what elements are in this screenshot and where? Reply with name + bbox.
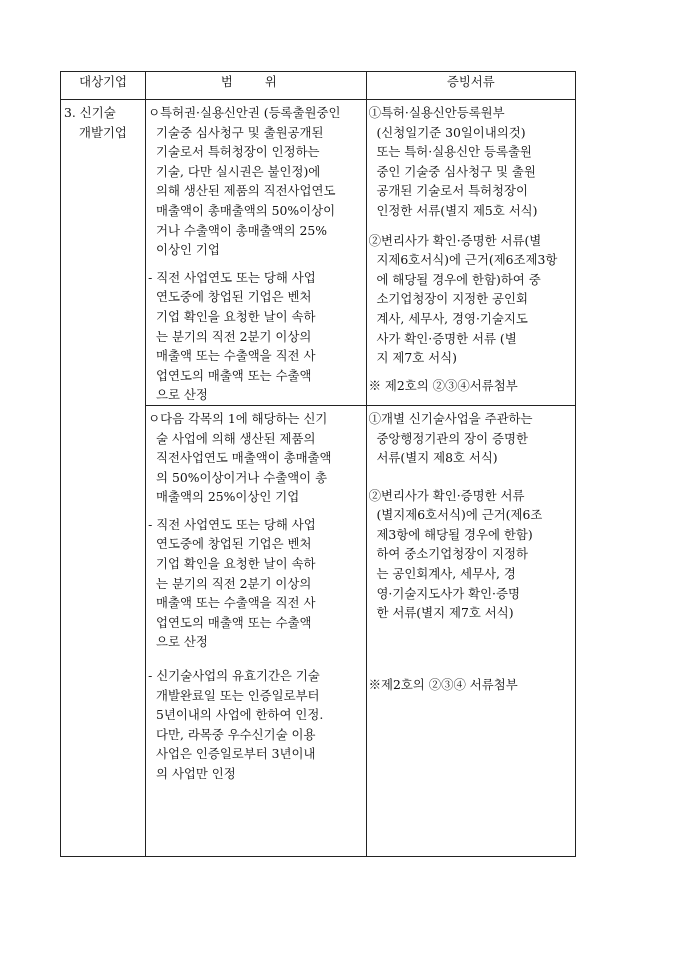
header-evidence: 증빙서류 [366, 72, 575, 100]
scope-note-2a: - 직전 사업연도 또는 당해 사업 연도중에 창업된 기업은 벤처 기업 확인을 요청한 날이 속하 는 분기의 직전 2분기 이상의 매출액 또는 수출액을 직전 사 업연도의 매출액 또는 수출액 으로 산정 [148, 516, 316, 650]
row-block-1 [61, 100, 576, 406]
evidence-1-item-2: ②변리사가 확인·증명한 서류(별 지제6호서식)에 근거(제6조제3항 에 해당될 경우에 한함)하여 중 소기업청장이 지정한 공인회 계사, 세무사, 경영·기술지도 사가 확인·증명한 서류 (별 지 제7호 서식) [368, 232, 558, 366]
evidence-cell-1 [366, 100, 575, 406]
evidence-1-note: ※ 제2호의 ②③④서류첨부 [368, 377, 518, 393]
company-type-line2: 개발기업 [79, 124, 127, 140]
scope-cell-2 [146, 405, 366, 856]
header-row [61, 72, 576, 100]
eligibility-table [60, 71, 576, 857]
evidence-2-note: ※제2호의 ②③④ 서류첨부 [368, 676, 518, 692]
scope-note-1: - 직전 사업연도 또는 당해 사업 연도중에 창업된 기업은 벤처 기업 확인을 요청한 날이 속하 는 분기의 직전 2분기 이상의 매출액 또는 수출액을 직전 사 업연도의 매출액 또는 수출액 으로 산정 [148, 269, 316, 403]
evidence-2-item-1: ①개별 신기술사업을 주관하는 중앙행정기관의 장이 증명한 서류(별지 제8호 서식) [368, 410, 533, 466]
header-target-company: 대상기업 [61, 72, 146, 100]
scope-main-1: ㅇ특허권·실용신안권 (등록출원중인 기술중 심사청구 및 출원공개된 기술로서 특허청장이 인정하는 기술, 다만 실시권은 불인정)에 의해 생산된 제품의 직전사업연도 매출액이 총매출액의 50%이상이 거나 수출액이 총매출액의 25% 이상인 기업 [148, 105, 341, 258]
header-scope: 범 위 [146, 72, 366, 100]
company-type-line1: 3. 신기술 [64, 105, 116, 120]
scope-note-2b: - 신기술사업의 유효기간은 기술 개발완료일 또는 인증일로부터 5년이내의 사업에 한하여 인정. 다만, 라목중 우수신기술 이용 사업은 인증일로부터 3년이내 의 사업만 인정 [148, 668, 324, 781]
scope-main-2: ㅇ다음 각목의 1에 해당하는 신기 술 사업에 의해 생산된 제품의 직전사업연도 매출액이 총매출액 의 50%이상이거나 수출액이 총 매출액의 25%이상인 기업 [148, 410, 332, 505]
company-type-cell [61, 100, 146, 857]
evidence-2-item-2: ②변리사가 확인·증명한 서류 (별지제6호서식)에 근거(제6조 제3항에 해당될 경우에 한함) 하여 중소기업청장이 지정하 는 공인회계사, 세무사, 경 영·기술지도사가 확인·증명 한 서류(별지 제7호 서식) [368, 487, 543, 621]
scope-cell-1 [146, 100, 366, 406]
evidence-cell-2 [366, 405, 575, 856]
evidence-1-item-1: ①특허·실용신안등록원부 (신청일기준 30일이내의것) 또는 특허·실용신안 등록출원 중인 기술중 심사청구 및 출원 공개된 기술로서 특허청장이 인정한 서류(별지 제5호 서식) [368, 105, 538, 218]
